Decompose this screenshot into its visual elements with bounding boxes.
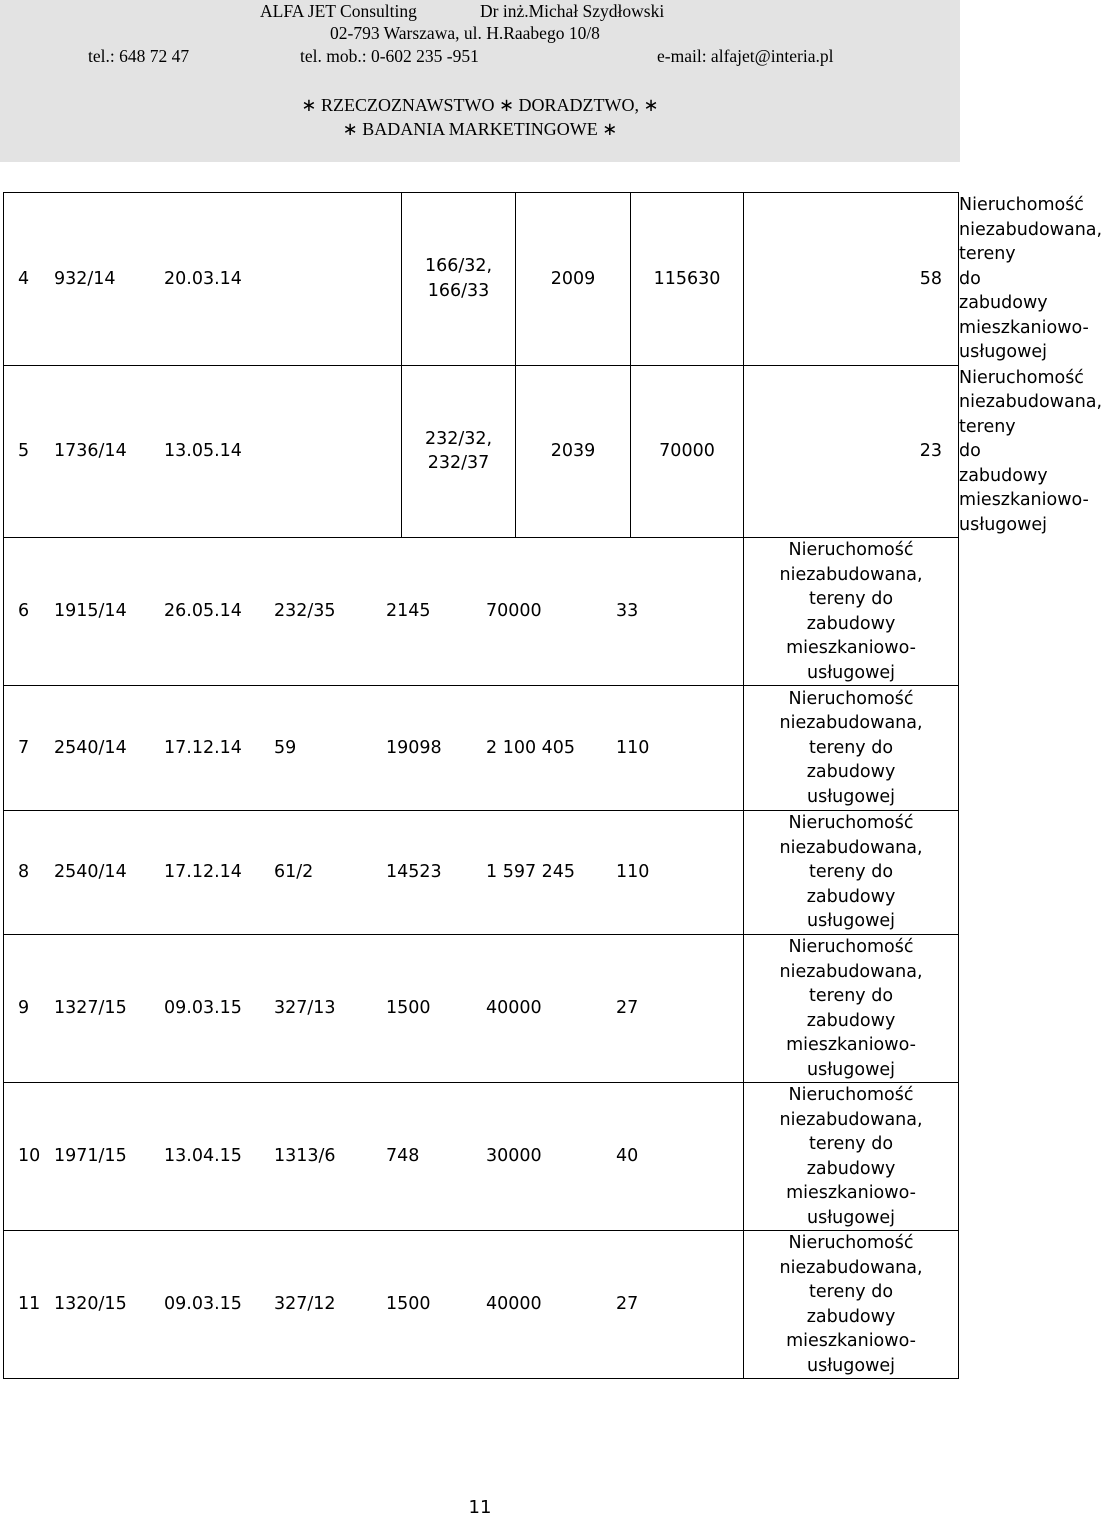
page-number: 11 xyxy=(468,1497,492,1518)
description-line: niezabudowana, xyxy=(779,1257,923,1278)
plot-number: 166/33 xyxy=(427,280,490,301)
description-line: zabudowy xyxy=(806,886,896,907)
row-number: 7 xyxy=(18,737,30,758)
letterhead-line-2 xyxy=(0,22,960,44)
cell-transaction-flow xyxy=(4,1231,744,1379)
person-name: Dr inż.Michał Szydłowski xyxy=(480,1,665,21)
transaction-price: 30000 xyxy=(486,1146,542,1167)
cell-transaction-flow xyxy=(4,935,744,1083)
letterhead-line-1 xyxy=(0,0,960,22)
phone-number: tel.: 648 72 47 xyxy=(88,46,190,66)
description-line: tereny do xyxy=(809,986,894,1006)
plot-area: 19098 xyxy=(386,737,442,758)
transaction-price: 70000 xyxy=(486,601,542,622)
row-number: 5 xyxy=(18,441,30,461)
transaction-date: 13.04.15 xyxy=(164,1146,242,1167)
table-row: 5 1736/14 13.05.14 232/32, 232/37 2039 70000 23 Nieruchomość niezabudowana, tereny do zabudowy mieszkaniowo- usługowej xyxy=(4,365,959,538)
services-line-1: ∗ RZECZOZNAWSTWO ∗ DORADZTWO, ∗ xyxy=(301,95,659,115)
plot-area: 1500 xyxy=(386,1294,431,1315)
cell-transaction-flow xyxy=(4,686,744,811)
property-description xyxy=(744,1231,959,1379)
plot-number: 232/37 xyxy=(427,453,490,474)
description-line: zabudowy xyxy=(806,1010,896,1031)
table-row xyxy=(4,935,959,1083)
property-description xyxy=(744,935,959,1083)
transaction-price: 2 100 405 xyxy=(486,737,576,758)
row-number: 6 xyxy=(18,601,30,622)
property-description xyxy=(744,538,959,686)
table-row: 4 932/14 20.03.14 166/32, 166/33 2009 115630 58 Nieruchomość niezabudowana, tereny do zabudowy mieszkaniowo- usługowej xyxy=(4,193,959,366)
plot-area: 2039 xyxy=(516,365,631,538)
description-line: usługowej xyxy=(807,662,896,683)
row-number: 4 xyxy=(18,268,30,289)
description-line: tereny do xyxy=(809,737,894,758)
transaction-price: 70000 xyxy=(631,365,744,538)
description-line: niezabudowana, xyxy=(779,713,923,734)
plot-number: 232/32, xyxy=(424,428,493,449)
price-per-m2: 33 xyxy=(616,601,639,622)
description-line: zabudowy xyxy=(806,762,896,783)
row-number: 10 xyxy=(18,1146,41,1167)
deed-number: 932/14 xyxy=(54,268,116,289)
description-line: mieszkaniowo- xyxy=(786,1183,916,1203)
plot-area: 1500 xyxy=(386,998,431,1019)
description-line: usługowej xyxy=(807,786,896,807)
plot-numbers xyxy=(402,365,516,538)
plot-area: 14523 xyxy=(386,862,442,883)
property-description xyxy=(744,811,959,935)
deed-number: 1320/15 xyxy=(54,1294,127,1315)
deed-number: 1736/14 xyxy=(54,441,127,461)
description-line: zabudowy xyxy=(806,613,896,634)
transaction-date: 13.05.14 xyxy=(164,441,242,461)
mobile-number: tel. mob.: 0-602 235 -951 xyxy=(300,46,479,66)
cell-transaction-flow xyxy=(4,538,744,686)
table-row xyxy=(4,538,959,686)
description-line: Nieruchomość xyxy=(788,1233,914,1253)
description-line: mieszkaniowo- xyxy=(786,638,916,658)
description-line: niezabudowana, xyxy=(779,564,923,585)
description-line: Nieruchomość xyxy=(788,813,914,834)
price-per-m2: 27 xyxy=(616,1294,639,1315)
property-description xyxy=(744,686,959,811)
transaction-date: 17.12.14 xyxy=(164,737,242,758)
description-line: niezabudowana, xyxy=(779,837,923,858)
transaction-date: 26.05.14 xyxy=(164,601,242,622)
price-per-m2: 110 xyxy=(616,862,650,883)
plot-number: 327/13 xyxy=(274,998,336,1019)
plot-area: 2009 xyxy=(516,193,631,366)
transaction-date: 09.03.15 xyxy=(164,998,242,1019)
transaction-price: 115630 xyxy=(631,193,744,366)
deed-number: 2540/14 xyxy=(54,862,127,883)
description-line: Nieruchomość xyxy=(788,1085,914,1105)
transaction-date: 17.12.14 xyxy=(164,862,242,883)
email-address: e-mail: alfajet@interia.pl xyxy=(657,46,834,66)
description-line: tereny do xyxy=(809,862,894,883)
property-description xyxy=(744,1083,959,1231)
description-line: tereny do xyxy=(809,589,894,609)
deed-number: 1327/15 xyxy=(54,998,127,1019)
price-per-m2: 27 xyxy=(616,998,639,1019)
transactions-table xyxy=(3,192,1102,1379)
plot-number: 232/35 xyxy=(274,601,336,622)
plot-number: 59 xyxy=(274,737,297,758)
transaction-price: 40000 xyxy=(486,1294,542,1315)
price-per-m2: 40 xyxy=(616,1146,639,1167)
transaction-price: 1 597 245 xyxy=(486,862,576,883)
description-line: Nieruchomość xyxy=(788,540,914,560)
transaction-date: 09.03.15 xyxy=(164,1294,242,1315)
description-line: usługowej xyxy=(807,1355,896,1376)
services-line-2: ∗ BADANIA MARKETINGOWE ∗ xyxy=(342,119,618,139)
row-number: 11 xyxy=(18,1294,41,1315)
price-per-m2: 58 xyxy=(744,193,959,366)
company-address: 02-793 Warszawa, ul. H.Raabego 10/8 xyxy=(330,23,600,43)
cell-transaction-flow xyxy=(4,1083,744,1231)
description-line: Nieruchomość xyxy=(788,688,914,709)
description-line: niezabudowana, xyxy=(779,961,923,982)
description-line: usługowej xyxy=(807,1207,896,1228)
plot-number: 327/12 xyxy=(274,1294,336,1315)
description-line: Nieruchomość xyxy=(788,937,914,957)
table-row xyxy=(4,1231,959,1379)
transaction-price: 40000 xyxy=(486,998,542,1019)
cell-transaction-flow xyxy=(4,811,744,935)
plot-number: 61/2 xyxy=(274,862,314,883)
plot-numbers xyxy=(402,193,516,366)
table-row xyxy=(4,1083,959,1231)
description-line: mieszkaniowo- xyxy=(786,1331,916,1351)
description-line: niezabudowana, xyxy=(779,1109,923,1130)
price-per-m2: 110 xyxy=(616,737,650,758)
description-line: usługowej xyxy=(807,1059,896,1080)
description-line: tereny do xyxy=(809,1134,894,1154)
plot-number: 166/32, xyxy=(424,256,493,277)
cell-transaction xyxy=(4,193,402,366)
transaction-date: 20.03.14 xyxy=(164,268,242,289)
description-line: zabudowy xyxy=(806,1158,896,1179)
row-number: 8 xyxy=(18,862,30,883)
deed-number: 1915/14 xyxy=(54,601,127,622)
plot-area: 748 xyxy=(386,1146,420,1167)
cell-transaction xyxy=(4,365,402,538)
description-line: zabudowy xyxy=(806,1306,896,1327)
description-line: usługowej xyxy=(807,911,896,932)
deed-number: 2540/14 xyxy=(54,737,127,758)
table-row xyxy=(4,811,959,935)
letterhead-line-3 xyxy=(0,45,960,67)
plot-area: 2145 xyxy=(386,601,431,622)
company-name: ALFA JET Consulting xyxy=(260,1,417,21)
plot-number: 1313/6 xyxy=(274,1146,336,1167)
description-line: tereny do xyxy=(809,1282,894,1302)
deed-number: 1971/15 xyxy=(54,1146,127,1167)
row-number: 9 xyxy=(18,998,30,1019)
price-per-m2: 23 xyxy=(744,365,959,538)
description-line: mieszkaniowo- xyxy=(786,1035,916,1055)
table-row xyxy=(4,686,959,811)
